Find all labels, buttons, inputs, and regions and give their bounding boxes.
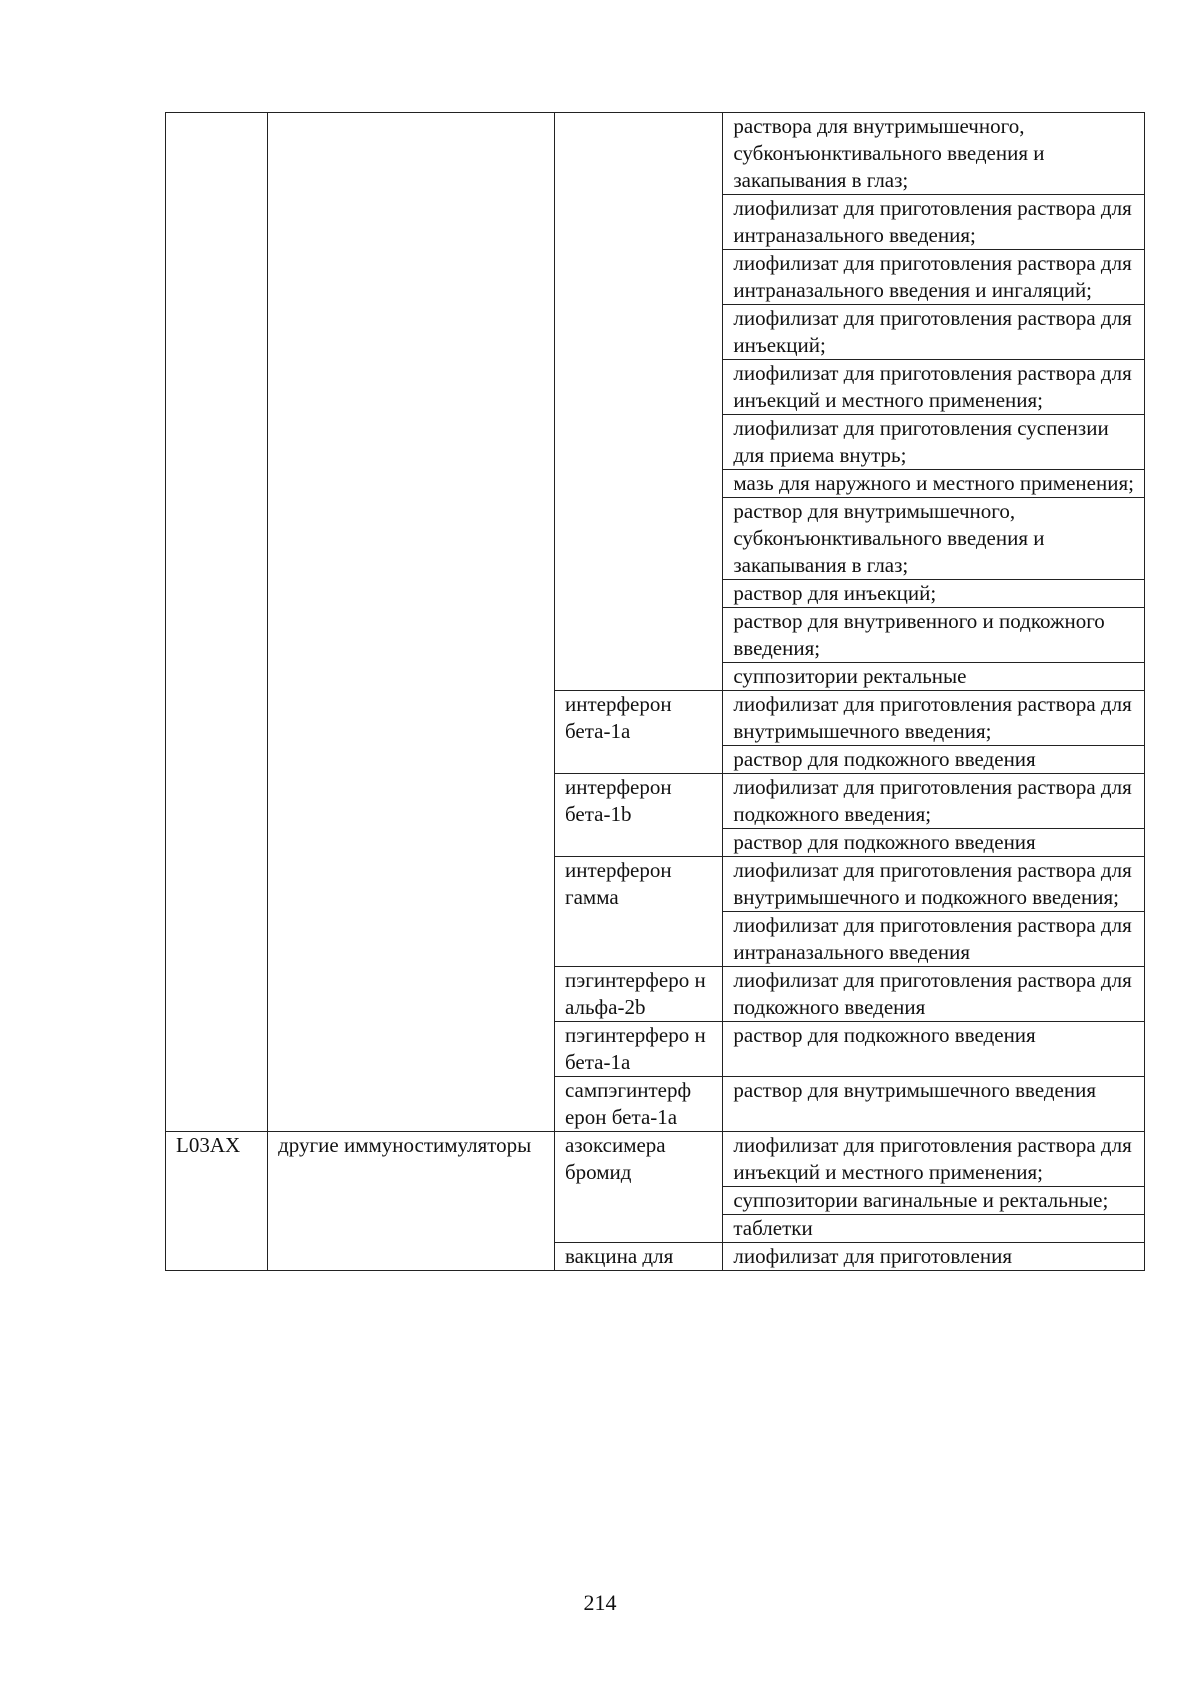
- dosage-form-cell: раствор для внутримышечного, субконъюнктивального введения и закапывания в глаз;: [723, 498, 1145, 580]
- dosage-form-cell: суппозитории вагинальные и ректальные;: [723, 1187, 1145, 1215]
- dosage-form-cell: лиофилизат для приготовления раствора для интраназального введения;: [723, 195, 1145, 250]
- medication-table: [165, 112, 1145, 1271]
- dosage-form-cell: лиофилизат для приготовления: [723, 1243, 1145, 1271]
- drug-name-cell: пэгинтерферо н альфа-2b: [554, 967, 722, 1022]
- group-name-cell: другие иммуностимуляторы: [268, 1132, 555, 1271]
- dosage-form-cell: лиофилизат для приготовления раствора для подкожного введения: [723, 967, 1145, 1022]
- atc-code-cell: [166, 113, 268, 1132]
- drug-name-cell: азоксимера бромид: [554, 1132, 722, 1243]
- dosage-form-cell: лиофилизат для приготовления раствора для инъекций и местного применения;: [723, 360, 1145, 415]
- dosage-form-cell: лиофилизат для приготовления раствора для интраназального введения: [723, 912, 1145, 967]
- dosage-form-cell: раствор для подкожного введения: [723, 746, 1145, 774]
- drug-name-cell: вакцина для: [554, 1243, 722, 1271]
- dosage-form-cell: таблетки: [723, 1215, 1145, 1243]
- drug-name-cell: интерферон бета-1a: [554, 691, 722, 774]
- dosage-form-cell: лиофилизат для приготовления суспензии для приема внутрь;: [723, 415, 1145, 470]
- dosage-form-cell: лиофилизат для приготовления раствора для внутримышечного введения;: [723, 691, 1145, 746]
- dosage-form-cell: раствор для подкожного введения: [723, 829, 1145, 857]
- atc-code-cell: L03AX: [166, 1132, 268, 1271]
- dosage-form-cell: суппозитории ректальные: [723, 663, 1145, 691]
- dosage-form-cell: лиофилизат для приготовления раствора для интраназального введения и ингаляций;: [723, 250, 1145, 305]
- dosage-form-cell: раствор для внутривенного и подкожного введения;: [723, 608, 1145, 663]
- drug-name-cell: [554, 113, 722, 691]
- table-row: [166, 113, 1145, 195]
- dosage-form-cell: лиофилизат для приготовления раствора для инъекций и местного применения;: [723, 1132, 1145, 1187]
- dosage-form-cell: лиофилизат для приготовления раствора для инъекций;: [723, 305, 1145, 360]
- drug-name-cell: сампэгинтерф ерон бета-1a: [554, 1077, 722, 1132]
- dosage-form-cell: мазь для наружного и местного применения;: [723, 470, 1145, 498]
- table-row: [166, 1132, 1145, 1187]
- dosage-form-cell: раствор для инъекций;: [723, 580, 1145, 608]
- drug-name-cell: интерферон бета-1b: [554, 774, 722, 857]
- dosage-form-cell: раствор для внутримышечного введения: [723, 1077, 1145, 1132]
- dosage-form-cell: раствор для подкожного введения: [723, 1022, 1145, 1077]
- page-number: 214: [583, 1590, 617, 1615]
- drug-name-cell: интерферон гамма: [554, 857, 722, 967]
- dosage-form-cell: раствора для внутримышечного, субконъюнктивального введения и закапывания в глаз;: [723, 113, 1145, 195]
- group-name-cell: [268, 113, 555, 1132]
- drug-name-cell: пэгинтерферо н бета-1a: [554, 1022, 722, 1077]
- dosage-form-cell: лиофилизат для приготовления раствора для подкожного введения;: [723, 774, 1145, 829]
- dosage-form-cell: лиофилизат для приготовления раствора для внутримышечного и подкожного введения;: [723, 857, 1145, 912]
